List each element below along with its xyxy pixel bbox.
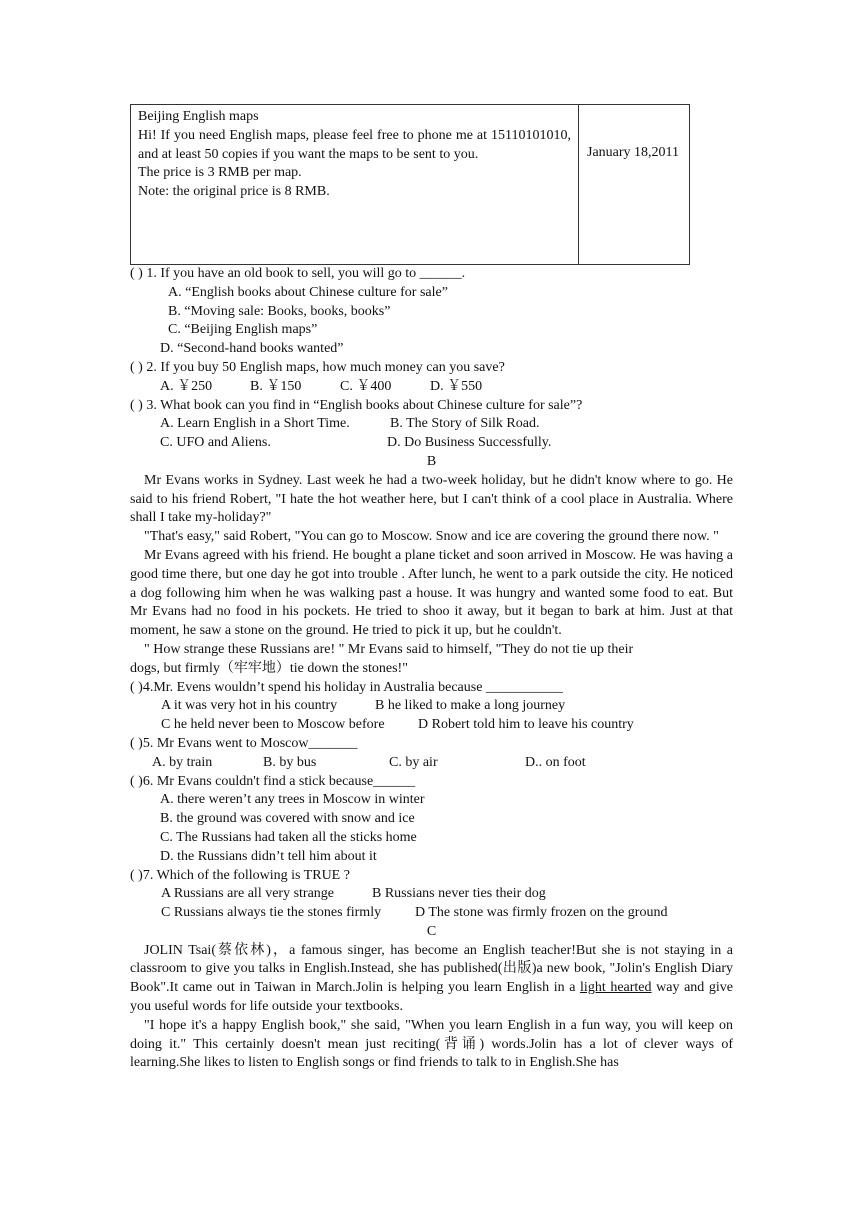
- question-5-option-c: C. by air: [389, 754, 438, 770]
- ad-date: January 18,2011: [587, 145, 680, 160]
- question-7-options-row-1: [130, 885, 733, 904]
- question-1-option-a: A. “English books about Chinese culture for sale”: [168, 284, 448, 300]
- question-3-option-a: A. Learn English in a Short Time.: [160, 416, 350, 432]
- question-6-option-a: A. there weren’t any trees in Moscow in winter: [160, 792, 425, 808]
- question-5-options: [130, 754, 733, 773]
- section-b-paragraph-4-line-2: dogs, but firmly（牢牢地）tie down the stones!": [130, 660, 408, 676]
- section-c-paragraph-1: [130, 942, 733, 1017]
- question-7-option-c: C Russians always tie the stones firmly: [161, 905, 382, 921]
- question-4-options-row-2: [130, 716, 733, 735]
- underlined-phrase: light hearted: [580, 980, 652, 996]
- document-page: [130, 104, 733, 1073]
- question-1-option-c: C. “Beijing English maps”: [168, 322, 318, 338]
- question-1-option-d: D. “Second-hand books wanted”: [160, 341, 344, 357]
- ad-price: The price is 3 RMB per map.: [138, 165, 302, 181]
- question-6-option-c: C. The Russians had taken all the sticks home: [160, 829, 417, 845]
- ad-title: Beijing English maps: [138, 109, 259, 124]
- question-5-option-a: A. by train: [152, 754, 213, 770]
- question-2-options: [130, 378, 733, 397]
- question-4-options-row-1: [130, 697, 733, 716]
- ad-note: Note: the original price is 8 RMB.: [138, 184, 330, 200]
- question-5-stem: ( )5. Mr Evans went to Moscow_______: [130, 735, 358, 751]
- question-5-option-b: B. by bus: [263, 754, 317, 770]
- ad-body: Hi! If you need English maps, please feel free to phone me at 15110101010, and at least 50 copies if you want the maps to be sent to you.: [138, 127, 571, 162]
- question-6-option-b: B. the ground was covered with snow and ice: [160, 811, 415, 827]
- question-2-option-a: A. ￥250: [160, 378, 213, 394]
- question-7-option-a: A Russians are all very strange: [161, 886, 335, 902]
- question-7-options-row-2: [130, 904, 733, 923]
- section-b-paragraph-2: "That's easy," said Robert, "You can go to Moscow. Snow and ice are covering the ground there now. ": [144, 529, 719, 545]
- section-c-heading: C: [426, 923, 437, 939]
- question-3-option-b: B. The Story of Silk Road.: [390, 416, 540, 432]
- question-2-stem: ( ) 2. If you buy 50 English maps, how much money can you save?: [130, 359, 505, 375]
- question-2-option-d: D. ￥550: [430, 378, 483, 394]
- question-4-stem: ( )4.Mr. Evens wouldn’t spend his holiday in Australia because ___________: [130, 679, 563, 695]
- question-2-option-b: B. ￥150: [250, 378, 302, 394]
- section-c-paragraph-2: "I hope it's a happy English book," she said, "When you learn English in a fun way, you will keep on doing it." This certainly doesn't mean just reciting(背诵) words.Jolin has a lot of clever ways of learning.She likes to listen to English songs or find friends to talk to in English.She has: [130, 1017, 733, 1071]
- question-4-option-d: D Robert told him to leave his country: [418, 717, 634, 733]
- question-7-option-b: B Russians never ties their dog: [372, 886, 546, 902]
- question-4-option-a: A it was very hot in his country: [161, 698, 338, 714]
- question-1-stem: ( ) 1. If you have an old book to sell, you will go to ______.: [130, 266, 466, 281]
- section-c-paragraph-1-start: JOLIN Tsai(蔡依林)，a famous singer, has become an English teacher!But she is not staying in a classroom to give you talks in English.Instead, she has published(出版)a new book, "Jolin's English Diary Book".It came out in Taiwan in March.Jolin is helping you learn English in a: [130, 942, 733, 996]
- question-7-stem: ( )7. Which of the following is TRUE ?: [130, 867, 350, 883]
- ad-content-cell: [131, 105, 579, 265]
- question-3-options-row-1: [130, 415, 733, 434]
- question-3-option-d: D. Do Business Successfully.: [387, 435, 552, 451]
- section-b-paragraph-4-line-1: " How strange these Russians are! " Mr Evans said to himself, "They do not tie up their: [144, 641, 634, 657]
- section-b-paragraph-3: Mr Evans agreed with his friend. He bought a plane ticket and soon arrived in Moscow. He was having a good time there, but one day he got into trouble . After lunch, he went to a park outside the city. He noticed a dog following him when he was walking past a house. It was hungry and wanted some food to eat. But Mr Evans had no food in his pockets. He tried to shoo it away, but it began to bark at him. Just at that moment, he saw a stone on the ground. He tried to pick it up, but he couldn't.: [130, 547, 733, 639]
- question-4-option-b: B he liked to make a long journey: [375, 698, 566, 714]
- question-2-option-c: C. ￥400: [340, 378, 392, 394]
- ad-date-cell: [579, 105, 690, 265]
- question-6-stem: ( )6. Mr Evans couldn't find a stick because______: [130, 773, 416, 789]
- question-3-stem: ( ) 3. What book can you find in “English books about Chinese culture for sale”?: [130, 397, 583, 413]
- question-1-option-b: B. “Moving sale: Books, books, books”: [168, 303, 391, 319]
- question-5-option-d: D.. on foot: [525, 754, 586, 770]
- ad-table: [130, 104, 690, 265]
- question-3-options-row-2: [130, 434, 733, 453]
- section-b-paragraph-1: Mr Evans works in Sydney. Last week he had a two-week holiday, but he didn't know where to go. He said to his friend Robert, "I hate the hot weather here, but I can't think of a cool place in Australia. Where shall I take my-holiday?": [130, 472, 733, 526]
- section-c-paragraph-1-end: way and give you useful words for life outside your textbooks.: [130, 980, 733, 1015]
- question-6-option-d: D. the Russians didn’t tell him about it: [160, 848, 377, 864]
- section-b-heading: B: [426, 453, 437, 469]
- question-7-option-d: D The stone was firmly frozen on the ground: [415, 905, 668, 921]
- question-3-option-c: C. UFO and Aliens.: [160, 435, 271, 451]
- question-4-option-c: C he held never been to Moscow before: [161, 717, 385, 733]
